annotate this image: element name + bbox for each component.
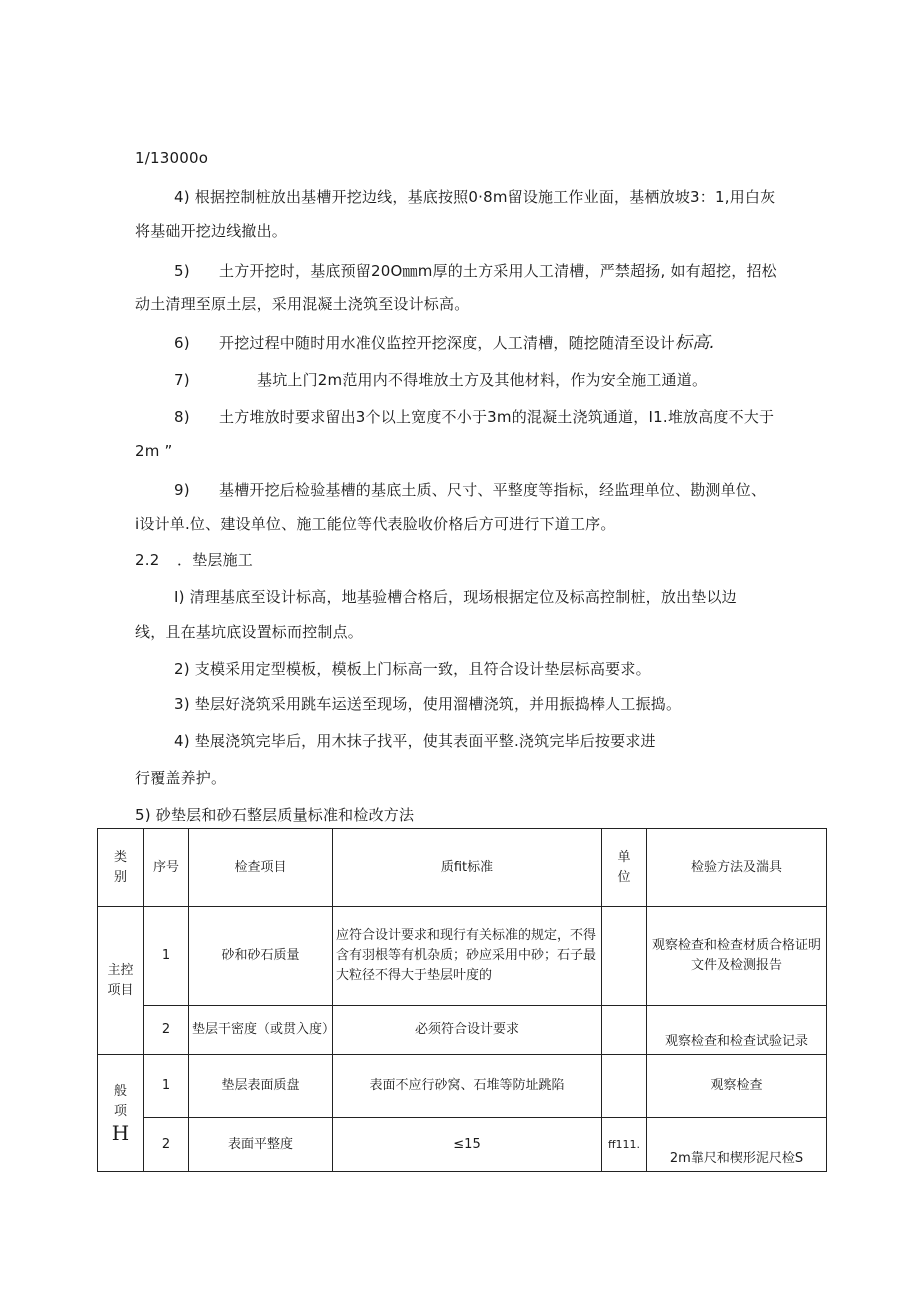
header-item: 检查项目 [189,829,333,907]
paragraph-8-line-1: 土方堆放时要求留出3个以上宽度不小于3m的混凝土浇筑通道，I1.堆放高度不大于 [219,408,775,426]
row-unit [602,1055,647,1118]
table-row [98,907,827,1006]
row-item: 垫层干密度（或贯入度） [189,1006,333,1055]
row-method: 观察检查和检查试验记录 [647,1006,827,1055]
paragraph-4-line-1: 4) 根据控制桩放出基槽开挖边线，基底按照0·8m留设施工作业面，基栖放坡3：1,用白灰 [174,188,776,206]
row-seq: 1 [144,907,189,1006]
paragraph-9-line-1: 基槽开挖后检验基槽的基底土质、尺寸、平整度等指标，经监理单位、勘测单位、 [219,481,767,499]
table-row [98,1118,827,1172]
section-number: 2.2 [135,551,160,569]
category-main-line-1: 主控 [107,962,134,978]
paragraph-9-line-2: i设计单.位、建设单位、施工能位等代表脸收价格后方可进行下道工序。 [135,515,616,533]
paragraph-6-emphasis: 标高. [675,333,716,353]
row-seq: 1 [144,1055,189,1118]
section-title: ．垫层施工 [177,551,254,569]
category-general [98,1055,144,1172]
category-general-line-1: 般 [113,1084,127,1099]
table-row [98,1055,827,1118]
cushion-item-1-line-2: 线，且在基坑底设置标而控制点。 [135,623,364,641]
header-category [98,829,144,907]
row-method: 2m靠尺和楔形泥尺检S [647,1118,827,1172]
row-standard: 必须符合设计要求 [333,1006,602,1055]
paragraph-6-line [219,333,715,353]
quality-standard-table [97,828,827,1172]
paragraph-fragment: 1/13000o [135,149,209,167]
paragraph-9-number: 9) [174,481,190,499]
paragraph-6-text: 开挖过程中随时用水准仪监控开挖深度，人工清槽，随挖随清至设计 [219,334,676,352]
row-method: 观察检查 [647,1055,827,1118]
header-category-line-2: 别 [113,869,127,885]
paragraph-8-number: 8) [174,408,190,426]
cushion-item-4-line-2: 行覆盖养护。 [135,769,227,787]
paragraph-4-line-2: 将基础开挖边线撤出。 [135,222,288,240]
row-item: 砂和砂石质量 [189,907,333,1006]
table-row [98,1006,827,1055]
cushion-item-4-line-1: 4) 垫展浇筑完毕后，用木抹子找平，使其表面平整.浇筑完毕后按要求进 [174,732,656,750]
header-unit [602,829,647,907]
row-method: 观察检查和检查材质合格证明文件及检测报告 [647,907,827,1006]
table-header-row [98,829,827,907]
header-standard: 质fit标准 [333,829,602,907]
row-item: 表面平整度 [189,1118,333,1172]
header-unit-line-2: 位 [617,869,631,885]
cushion-item-1-line-1: I) 清理基底至设计标高，地基验槽合格后，现场根据定位及标高控制桩，放出垫以边 [174,588,737,606]
row-item: 垫层表面质盘 [189,1055,333,1118]
paragraph-5-line-2: 动土清理至原土层，采用混凝土浇筑至设计标高。 [135,295,470,313]
paragraph-5-number: 5) [174,262,190,280]
paragraph-6-number: 6) [174,334,190,352]
header-seq: 序号 [144,829,189,907]
row-seq: 2 [144,1006,189,1055]
row-standard: 表面不应行砂窝、石堆等防址跳陷 [333,1055,602,1118]
cushion-item-2: 2) 支模采用定型模板，模板上门标高一致，且符合设计垫层标高要求。 [174,660,651,678]
cushion-item-3: 3) 垫层好浇筑采用跳车运送至现场，使用溜槽浇筑，并用振捣棒人工振捣。 [174,695,682,713]
row-seq: 2 [144,1118,189,1172]
paragraph-7-line: 基坑上门2m范用内不得堆放土方及其他材料，作为安全施工通道。 [257,371,708,389]
header-method: 检验方法及湍具 [647,829,827,907]
header-unit-line-1: 单 [617,849,631,865]
table-caption: 5) 砂垫层和砂石整层质量标准和检改方法 [135,806,415,824]
row-unit [602,907,647,1006]
header-category-line-1: 类 [113,849,127,865]
category-main-control [98,907,144,1055]
row-standard: ≤15 [333,1118,602,1172]
row-unit: ff111. [602,1118,647,1172]
paragraph-7-number: 7) [174,371,190,389]
category-general-line-3: H [111,1121,130,1145]
row-unit [602,1006,647,1055]
category-general-line-2: 项 [113,1104,127,1119]
row-standard: 应符合设计要求和现行有关标准的规定，不得含有羽根等有机杂质；砂应采用中砂；石子最大粒径不得大于垫层叶度的 [333,907,602,1006]
paragraph-8-line-2: 2m ” [135,442,173,460]
paragraph-5-line-1: 土方开挖时，基底预留20O㎜m厚的土方采用人工清槽，严禁超扬, 如有超挖，招松 [219,262,777,280]
category-main-line-2: 项目 [107,982,134,998]
